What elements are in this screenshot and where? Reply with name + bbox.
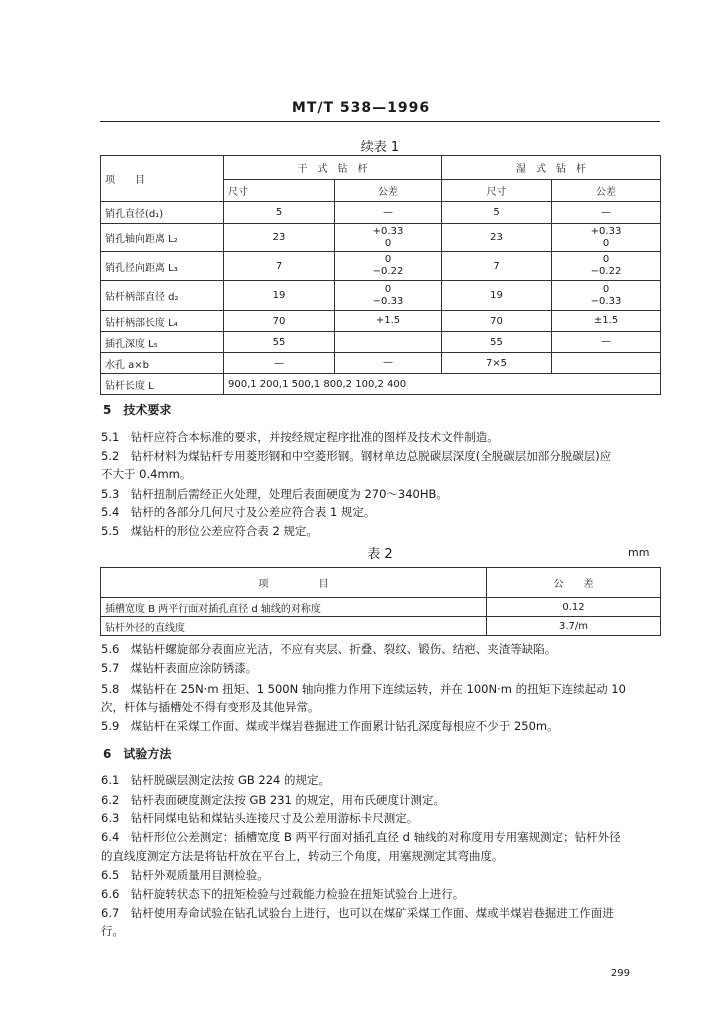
- dry-size: —: [224, 353, 335, 374]
- table-row: [101, 224, 661, 252]
- wet-tol: +0.33 0: [552, 224, 661, 252]
- dry-tol: 0 −0.22: [335, 252, 442, 281]
- wet-size: 70: [442, 311, 552, 332]
- table1-sub-tol: 公差: [552, 180, 661, 202]
- table-row: [101, 281, 661, 311]
- wet-size: 7×5: [442, 353, 552, 374]
- row-item: 水孔 a×b: [101, 353, 224, 374]
- para-5-2: 5.2 钻杆材料为煤钻杆专用菱形钢和中空菱形钢。钢材单边总脱碳层深度(全脱碳层加部分脱碳层)应: [101, 449, 612, 463]
- para-5-9: 5.9 煤钻杆在采煤工作面、煤或半煤岩巷掘进工作面累计钻孔深度每根应不少于 250m。: [101, 719, 559, 733]
- wet-tol: —: [552, 332, 661, 353]
- length-values: 900,1 200,1 500,1 800,2 100,2 400: [224, 374, 661, 395]
- para-6-5: 6.5 钻杆外观质量用目测检验。: [101, 868, 269, 882]
- table2-col-tol: 公 差: [487, 568, 661, 598]
- para-6-3: 6.3 钻杆同煤电钻和煤钻头连接尺寸及公差用游标卡尺测定。: [101, 811, 419, 825]
- row-item: 钻杆柄部直径 d₂: [101, 281, 224, 311]
- dry-tol: +0.33 0: [335, 224, 442, 252]
- table1: [100, 155, 661, 395]
- row-item: 销孔直径(d₁): [101, 202, 224, 224]
- table1-col-item: 项 目: [101, 156, 224, 202]
- para-5-2-cont: 不大于 0.4mm。: [101, 467, 192, 481]
- row-item: 插孔深度 L₅: [101, 332, 224, 353]
- para-6-6: 6.6 钻杆旋转状态下的扭矩检验与过载能力检验在扭矩试验台上进行。: [101, 887, 465, 901]
- table-row: [101, 202, 661, 224]
- wet-size: 19: [442, 281, 552, 311]
- table1-caption: 续表 1: [360, 140, 400, 155]
- wet-tol: [552, 353, 661, 374]
- wet-size: 7: [442, 252, 552, 281]
- table-row: [101, 311, 661, 332]
- table-row: [101, 353, 661, 374]
- para-5-8-cont: 次，杆体与插槽处不得有变形及其他异常。: [101, 700, 320, 714]
- section6-title: 6 试验方法: [103, 747, 172, 761]
- dry-size: 5: [224, 202, 335, 224]
- row-tol: 0.12: [487, 598, 661, 617]
- wet-tol: —: [552, 202, 661, 224]
- table1-sub-size: 尺寸: [224, 180, 335, 202]
- dry-tol: —: [335, 353, 442, 374]
- para-6-4: 6.4 钻杆形位公差测定：插槽宽度 B 两平行面对插孔直径 d 轴线的对称度用专用塞规测定；钻杆外径: [101, 830, 621, 844]
- dry-size: 70: [224, 311, 335, 332]
- para-5-8: 5.8 煤钻杆在 25N·m 扭矩、1 500N 轴向推力作用下连续运转，并在 100N·m 的扭矩下连续起动 10: [101, 682, 626, 696]
- row-item: 销孔径向距离 L₃: [101, 252, 224, 281]
- row-tol: 3.7/m: [487, 617, 661, 636]
- table1-group-wet: 湿 式 钻 杆: [442, 156, 661, 180]
- dry-size: 7: [224, 252, 335, 281]
- table2-caption: 表 2: [367, 547, 393, 562]
- wet-size: 5: [442, 202, 552, 224]
- dry-size: 55: [224, 332, 335, 353]
- table-row: [101, 617, 661, 636]
- standard-code: MT/T 538—1996: [291, 100, 431, 116]
- dry-size: 19: [224, 281, 335, 311]
- para-5-6: 5.6 煤钻杆螺旋部分表面应光洁，不应有夹层、折叠、裂纹、锻伤、结疤、夹渣等缺陷。: [101, 642, 557, 656]
- table2: [100, 567, 661, 636]
- row-item: 插槽宽度 B 两平行面对插孔直径 d 轴线的对称度: [101, 598, 487, 617]
- para-5-3: 5.3 钻杆扭制后需经正火处理，处理后表面硬度为 270～340HB。: [101, 487, 448, 501]
- wet-tol: 0 −0.33: [552, 281, 661, 311]
- row-item: 钻杆柄部长度 L₄: [101, 311, 224, 332]
- table-row: [101, 598, 661, 617]
- wet-size: 23: [442, 224, 552, 252]
- dry-tol: 0 −0.33: [335, 281, 442, 311]
- dry-tol: +1.5: [335, 311, 442, 332]
- table-row: [101, 252, 661, 281]
- row-item: 钻杆外径的直线度: [101, 617, 487, 636]
- table1-group-dry: 干 式 钻 杆: [224, 156, 442, 180]
- section5-title: 5 技术要求: [103, 403, 172, 417]
- table2-col-item: 项 目: [101, 568, 487, 598]
- header-rule: [100, 121, 660, 122]
- row-item-length: 钻杆长度 L: [101, 374, 224, 395]
- table2-units: mm: [628, 546, 650, 559]
- page-number: 299: [610, 968, 630, 979]
- dry-tol: —: [335, 202, 442, 224]
- wet-size: 55: [442, 332, 552, 353]
- wet-tol: 0 −0.22: [552, 252, 661, 281]
- para-5-7: 5.7 煤钻杆表面应涂防锈漆。: [101, 661, 258, 675]
- table-row: [101, 374, 661, 395]
- para-5-1: 5.1 钻杆应符合本标准的要求，并按经规定程序批准的图样及技术文件制造。: [101, 430, 499, 444]
- dry-tol: [335, 332, 442, 353]
- para-5-4: 5.4 钻杆的各部分几何尺寸及公差应符合表 1 规定。: [101, 505, 376, 519]
- dry-size: 23: [224, 224, 335, 252]
- table1-sub-tol: 公差: [335, 180, 442, 202]
- table1-sub-size: 尺寸: [442, 180, 552, 202]
- para-6-2: 6.2 钻杆表面硬度测定法按 GB 231 的规定，用布氏硬度计测定。: [101, 793, 446, 807]
- row-item: 销孔轴向距离 L₂: [101, 224, 224, 252]
- table-row: [101, 332, 661, 353]
- para-6-7-cont: 行。: [101, 924, 124, 938]
- para-6-4-cont: 的直线度测定方法是将钻杆放在平台上，转动三个角度，用塞规测定其弯曲度。: [101, 849, 504, 863]
- para-6-7: 6.7 钻杆使用寿命试验在钻孔试验台上进行，也可以在煤矿采煤工作面、煤或半煤岩巷掘进工作面进: [101, 906, 614, 920]
- para-6-1: 6.1 钻杆脱碳层测定法按 GB 224 的规定。: [101, 773, 331, 787]
- wet-tol: ±1.5: [552, 311, 661, 332]
- para-5-5: 5.5 煤钻杆的形位公差应符合表 2 规定。: [101, 524, 318, 538]
